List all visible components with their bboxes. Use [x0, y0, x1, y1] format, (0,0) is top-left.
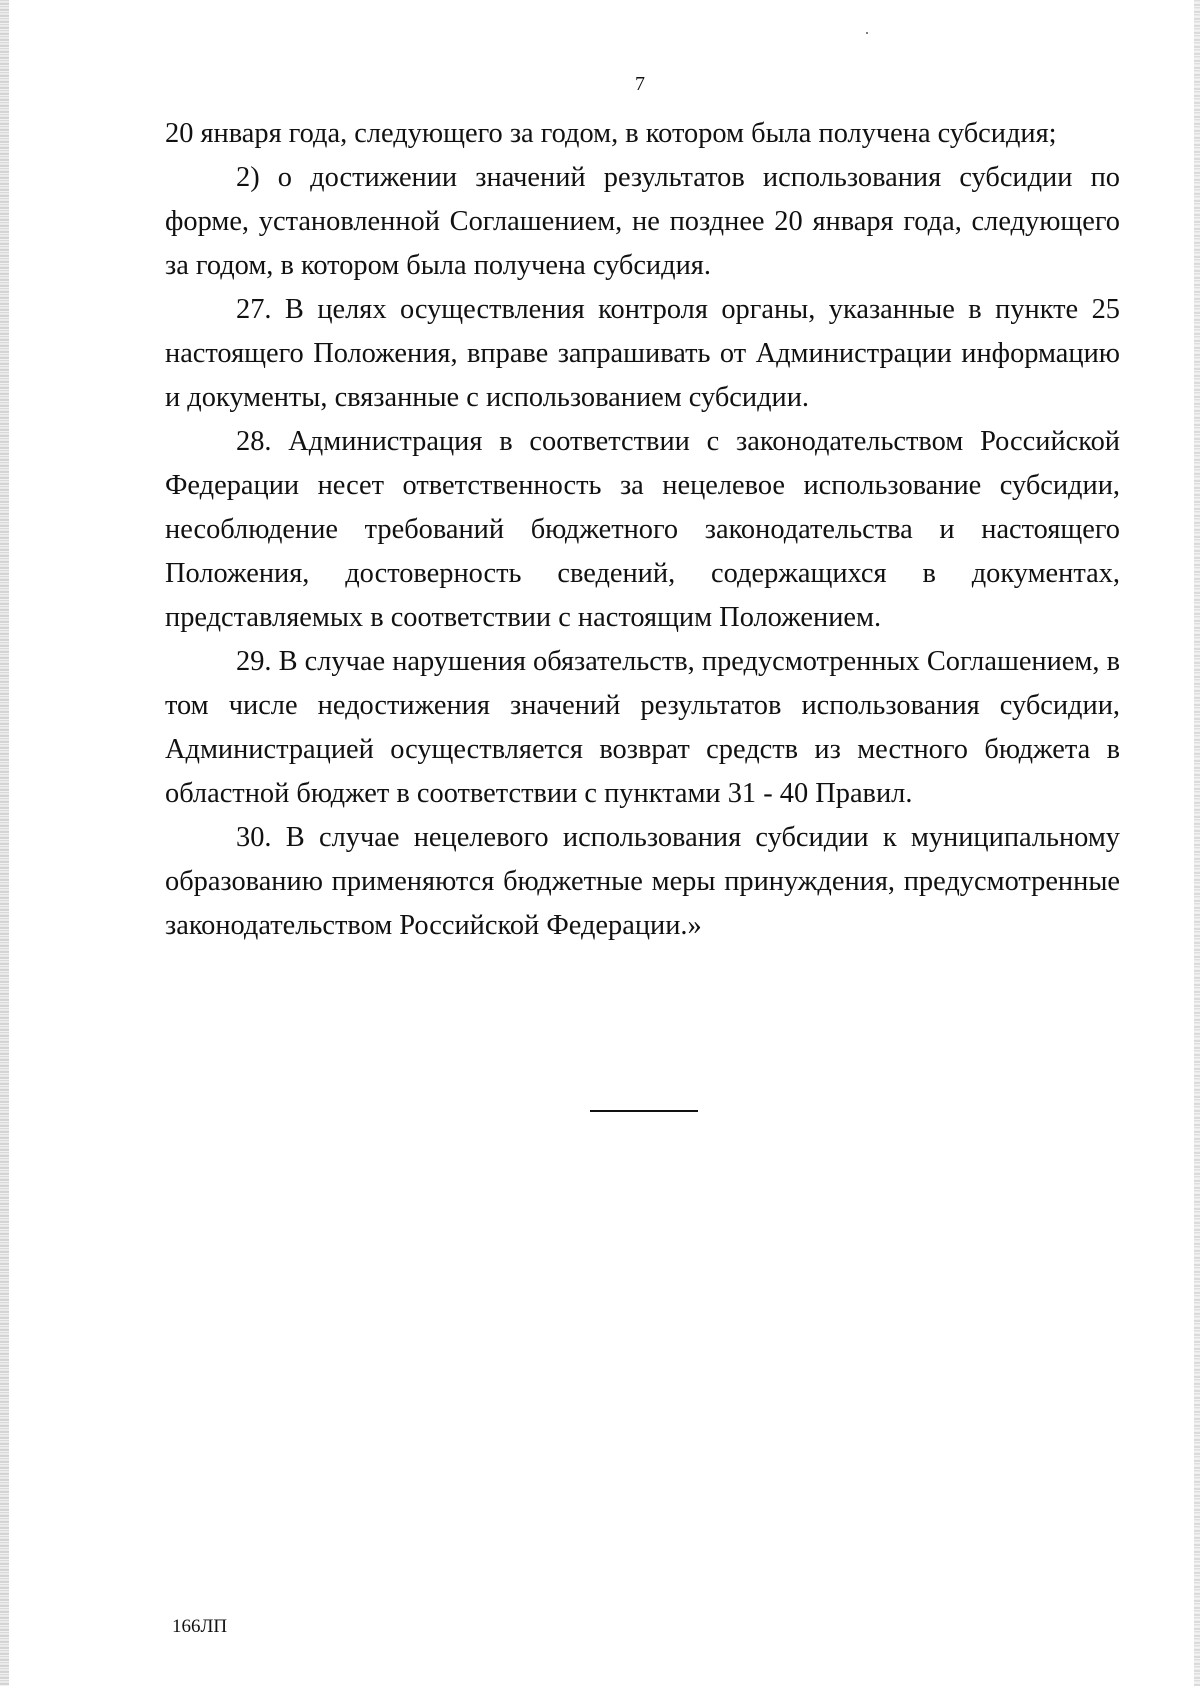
page-number: 7 [635, 73, 645, 95]
document-code: 166ЛП [172, 1616, 228, 1637]
paragraph-continuation: 20 января года, следующего за годом, в котором была получена субсидия; [165, 118, 1057, 149]
paragraph-item-29: 29. В случае нарушения обязательств, предусмотренных Соглашением, в том числе недостижения значений результатов использования субсидии, Администрацией осуществляется возврат средств из местного бюджета в областной бюджет в соответствии с пунктами 31 - 40 Правил. [165, 646, 1120, 809]
scan-edge-left [0, 0, 9, 1686]
paragraph-item-28: 28. Администрация в соответствии с законодательством Российской Федерации несет ответственность за нецелевое использование субсидии, несоблюдение требований бюджетного законодательства и настоящего Положения, достоверность сведений, содержащихся в документах, представляемых в соответствии с настоящим Положением. [165, 426, 1120, 633]
document-body [165, 112, 1120, 948]
paragraph-item-2: 2) о достижении значений результатов использования субсидии по форме, установленной Соглашением, не позднее 20 января года, следующего за годом, в котором была получена субсидия. [165, 162, 1120, 281]
end-separator-line [590, 1110, 698, 1112]
scan-edge-right [1194, 0, 1200, 1686]
paragraph-item-30: 30. В случае нецелевого использования субсидии к муниципальному образованию применяются бюджетные меры принуждения, предусмотренные законодательством Российской Федерации.» [165, 822, 1120, 941]
paragraph-item-27: 27. В целях осуществления контроля органы, указанные в пункте 25 настоящего Положения, вправе запрашивать от Администрации информацию и документы, связанные с использованием субсидии. [165, 294, 1120, 413]
scan-speck [866, 32, 868, 34]
